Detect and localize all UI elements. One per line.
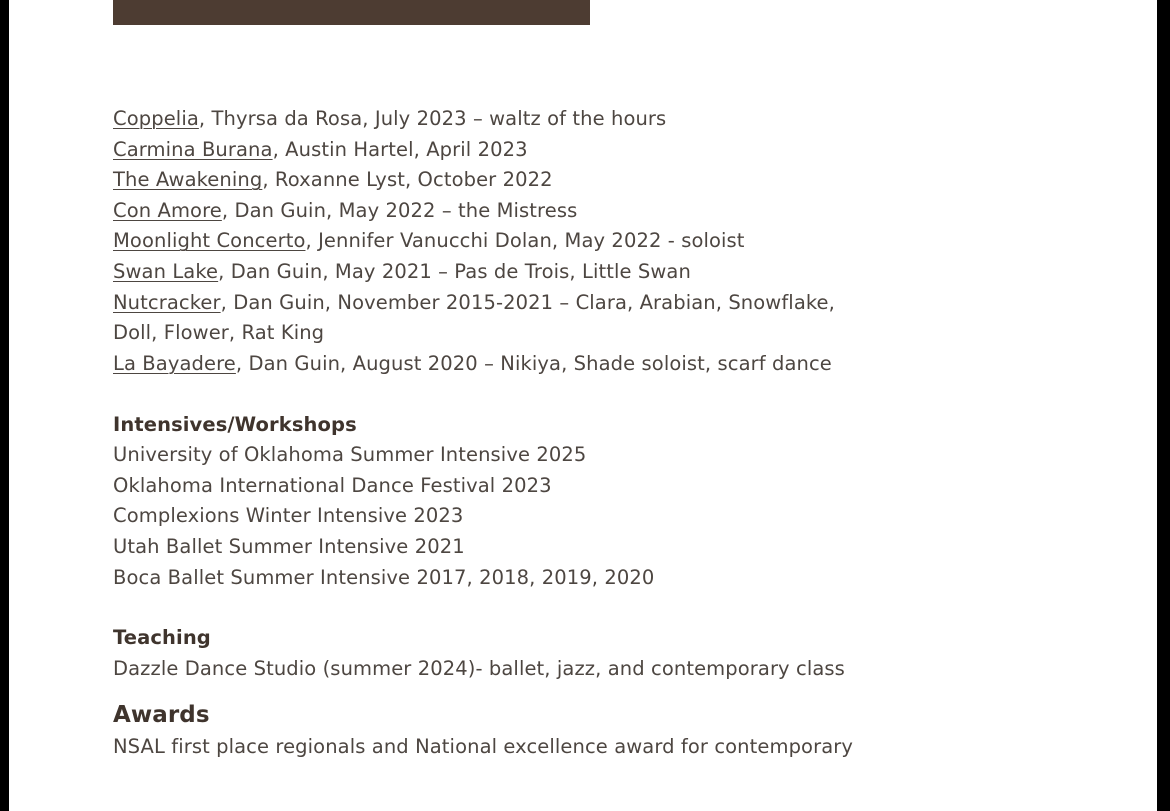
work-title: The Awakening — [113, 168, 263, 192]
performance-item — [113, 226, 1113, 257]
work-title: Con Amore — [113, 198, 222, 222]
performance-item-continuation: Doll, Flower, Rat King — [113, 321, 325, 345]
work-title: La Bayadere — [113, 351, 236, 375]
work-details: , Jennifer Vanucchi Dolan, May 2022 - soloist — [305, 229, 745, 253]
work-details: , Dan Guin, November 2015-2021 – Clara, Arabian, Snowflake, — [220, 290, 835, 314]
work-details: , Dan Guin, May 2022 – the Mistress — [221, 198, 578, 222]
work-title: Coppelia — [113, 107, 199, 130]
performance-item — [113, 288, 1113, 319]
performance-item — [113, 165, 1113, 196]
section-heading: Intensives/Workshops — [113, 412, 357, 436]
work-details: , Roxanne Lyst, October 2022 — [262, 168, 553, 192]
section-spacer — [113, 593, 1113, 623]
document-page — [9, 0, 1157, 811]
work-title: Carmina Burana — [113, 137, 273, 161]
performance-item — [113, 257, 1113, 288]
awards-section — [113, 698, 1113, 763]
section-spacer — [113, 379, 1113, 409]
performance-item — [113, 196, 1113, 227]
list-item: Complexions Winter Intensive 2023 — [113, 504, 464, 528]
intensives-section — [113, 410, 1113, 594]
list-item: Utah Ballet Summer Intensive 2021 — [113, 534, 465, 558]
work-title: Swan Lake — [113, 259, 219, 283]
work-details: , Austin Hartel, April 2023 — [272, 137, 528, 161]
resume-content — [113, 104, 1113, 763]
list-item: NSAL first place regionals and National excellence award for contemporary — [113, 735, 853, 759]
list-item: Dazzle Dance Studio (summer 2024)- ballet, jazz, and contemporary class — [113, 656, 845, 680]
work-title: Nutcracker — [113, 290, 221, 314]
work-details: , Dan Guin, May 2021 – Pas de Trois, Little Swan — [218, 259, 691, 283]
performance-list — [113, 104, 1113, 379]
performance-item — [113, 135, 1113, 166]
teaching-section — [113, 623, 1113, 684]
list-item: University of Oklahoma Summer Intensive 2025 — [113, 443, 587, 467]
performance-item — [113, 349, 1113, 380]
work-details: , Dan Guin, August 2020 – Nikiya, Shade soloist, scarf dance — [235, 351, 832, 375]
section-title: Awards — [113, 702, 210, 729]
performance-item — [113, 104, 1113, 135]
list-item: Boca Ballet Summer Intensive 2017, 2018, 2019, 2020 — [113, 565, 655, 589]
section-heading: Teaching — [113, 626, 211, 650]
list-item: Oklahoma International Dance Festival 2023 — [113, 473, 552, 497]
header-accent-bar — [113, 0, 590, 25]
work-details: , Thyrsa da Rosa, July 2023 – waltz of the hours — [198, 107, 667, 130]
work-title: Moonlight Concerto — [113, 229, 306, 253]
